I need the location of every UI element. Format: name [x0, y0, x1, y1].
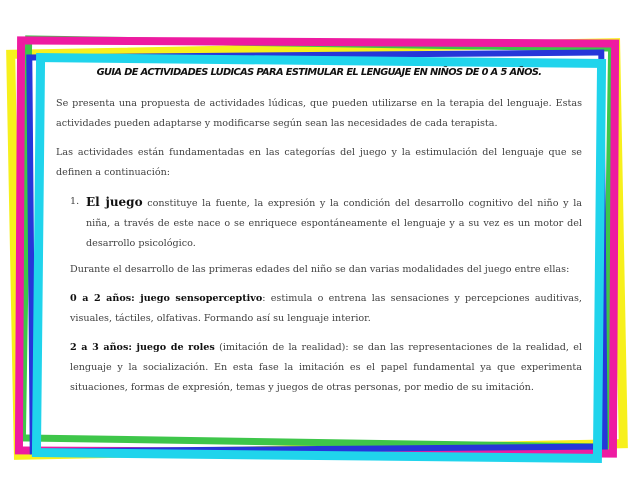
list-text: [86, 192, 582, 254]
stage-paragraph: [70, 289, 582, 329]
stage-paragraph: [70, 338, 582, 398]
intro-paragraph-2: Las actividades están fundamentadas en las categorías del juego y la estimulación del lenguaje que se definen a continuación:: [56, 147, 582, 178]
stage-heading: 0 a 2 años: juego sensoperceptivo: [70, 293, 263, 304]
stage-heading: 2 a 3 años: juego de roles: [70, 342, 215, 353]
list-description: constituye la fuente, la expresión y la condición del desarrollo cognitivo del niño y la niña, a través de este nace o se enriquece espontáneamente el lenguaje y a su vez es un motor del desarrollo psicológico.: [86, 198, 582, 249]
list-number: 1.: [70, 196, 80, 207]
stage-description: (imitación de la realidad): se dan las representaciones de la realidad, el lenguaje y la socialización. En esta fase la imitación es el papel fundamental ya que experimenta situaciones, formas de expresión, temas y juegos de otras personas, por medio de su imitación.: [70, 342, 582, 393]
list-term: El juego: [86, 195, 143, 209]
numbered-list: [56, 192, 582, 254]
list-item: [70, 192, 582, 254]
development-paragraph: Durante el desarrollo de las primeras edades del niño se dan varias modalidades del juego entre ellas:: [70, 264, 570, 275]
document-body: [56, 64, 582, 407]
intro-paragraph: Se presenta una propuesta de actividades lúdicas, que pueden utilizarse en la terapia del lenguaje. Estas actividades pueden adaptarse y modificarse según sean las necesidades de cada terapista.: [56, 98, 582, 129]
page-title: GUIA DE ACTIVIDADES LUDICAS PARA ESTIMULAR EL LENGUAJE EN NIÑOS DE 0 A 5 AÑOS.: [96, 67, 542, 78]
stage-description: : estimula o entrena las sensaciones y percepciones auditivas, visuales, táctiles, olfativas. Formando así su lenguaje interior.: [70, 293, 582, 324]
